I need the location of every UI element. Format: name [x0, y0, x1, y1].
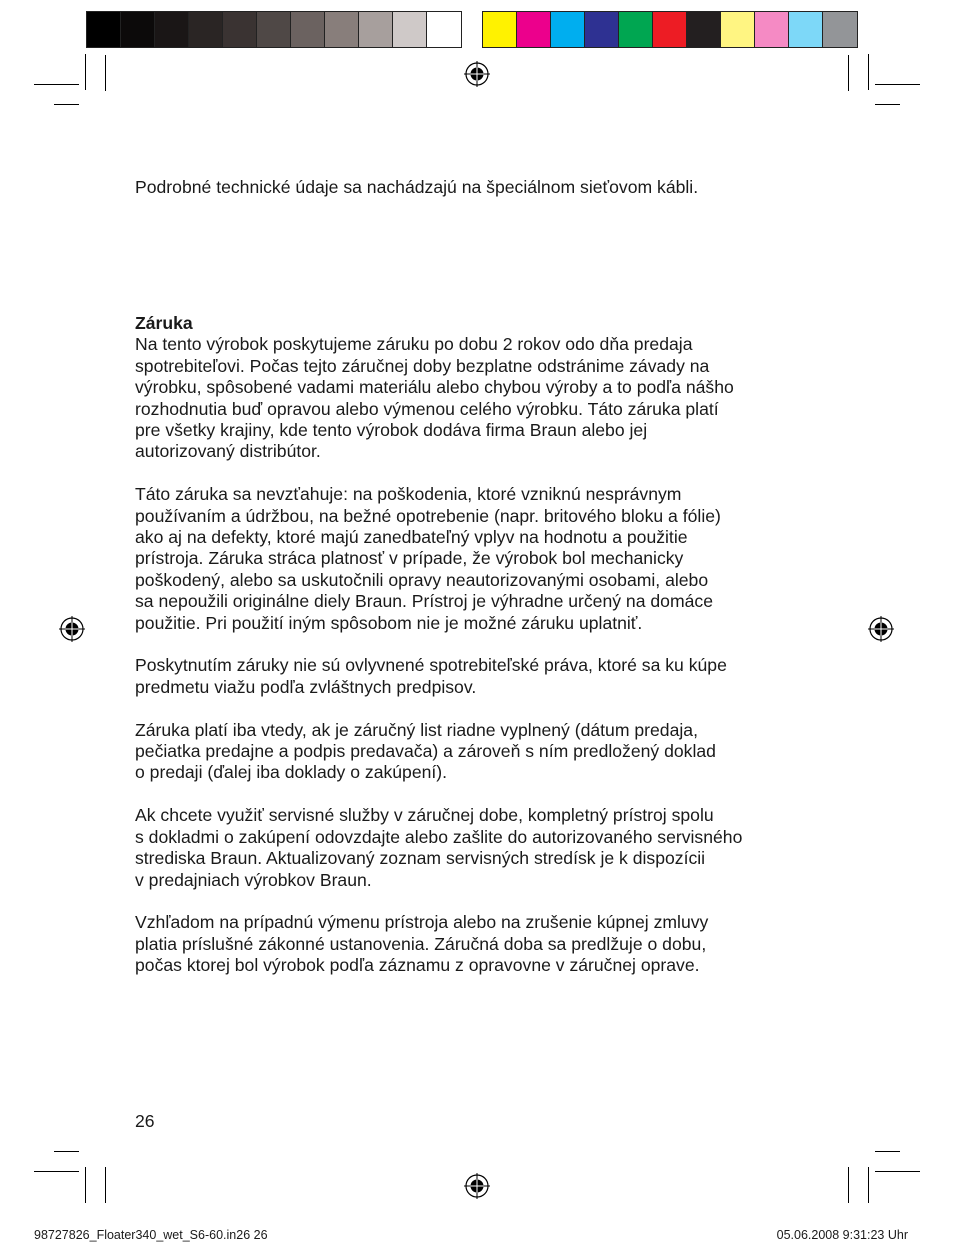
- text-line: v predajniach výrobkov Braun.: [135, 869, 372, 890]
- text-line: Táto záruka sa nevzťahuje: na poškodenia, ktoré vzniknú nesprávnym: [135, 484, 682, 505]
- text-line: Na tento výrobok poskytujeme záruku po dobu 2 rokov odo dňa predaja: [135, 334, 693, 355]
- text-line: použitie. Pri použití iným spôsobom nie je možné záruku uplatniť.: [135, 612, 643, 633]
- spec-note: Podrobné technické údaje sa nachádzajú na špeciálnom sieťovom kábli.: [135, 177, 699, 197]
- color-swatch: [789, 12, 823, 47]
- color-swatch: [155, 12, 189, 47]
- text-line: pre všetky krajiny, kde tento výrobok dodáva firma Braun alebo jej: [135, 420, 648, 441]
- warranty-paragraph: [135, 912, 835, 976]
- text-line: počas ktorej bol výrobok podľa záznamu z opravovne v záručnej oprave.: [135, 955, 700, 976]
- slug-date-time: 05.06.2008 9:31:23 Uhr: [776, 1228, 908, 1242]
- registration-mark-icon: [464, 1173, 490, 1199]
- color-swatch: [619, 12, 653, 47]
- crop-mark: [848, 1167, 849, 1203]
- registration-mark-icon: [59, 616, 85, 642]
- page-number: 26: [135, 1111, 155, 1131]
- slug-file-info: 98727826_Floater340_wet_S6-60.in26 26: [34, 1228, 268, 1242]
- color-swatch: [121, 12, 155, 47]
- text-line: prístroja. Záruka stráca platnosť v prípade, že výrobok bol mechanicky: [135, 548, 684, 569]
- color-swatch: [755, 12, 789, 47]
- color-swatch: [687, 12, 721, 47]
- registration-mark-icon: [868, 616, 894, 642]
- color-swatch: [823, 12, 857, 47]
- crop-mark: [105, 1167, 106, 1203]
- paragraph-gap: [135, 698, 835, 719]
- color-swatch: [87, 12, 121, 47]
- text-line: autorizovaný distribútor.: [135, 441, 321, 462]
- color-swatch: [189, 12, 223, 47]
- color-swatch: [483, 12, 517, 47]
- text-line: strediska Braun. Aktualizovaný zoznam servisných stredísk je k dispozícii: [135, 848, 706, 869]
- color-swatch: [585, 12, 619, 47]
- registration-mark-icon: [464, 61, 490, 87]
- text-line: Vzhľadom na prípadnú výmenu prístroja alebo na zrušenie kúpnej zmluvy: [135, 912, 709, 933]
- text-line: predmetu viažu podľa zvláštnych predpisov.: [135, 676, 477, 697]
- text-line: sa nepoužili originálne diely Braun. Prístroj je výhradne určený na domáce: [135, 591, 713, 612]
- text-line: Záruka platí iba vtedy, ak je záručný list riadne vyplnený (dátum predaja,: [135, 719, 698, 740]
- color-swatch: [223, 12, 257, 47]
- paragraph-gap: [135, 463, 835, 484]
- color-swatch: [653, 12, 687, 47]
- crop-mark: [34, 1171, 79, 1172]
- gray-calibration-bar: [86, 11, 462, 48]
- crop-mark: [85, 1167, 86, 1203]
- crop-mark: [868, 54, 869, 90]
- warranty-paragraph: [135, 805, 835, 891]
- crop-mark: [54, 104, 79, 105]
- warranty-paragraph: [135, 655, 835, 698]
- crop-mark: [875, 84, 920, 85]
- text-line: Ak chcete využiť servisné služby v záručnej dobe, kompletný prístroj spolu: [135, 805, 714, 826]
- crop-mark: [85, 54, 86, 90]
- warranty-body: [135, 334, 835, 976]
- crop-mark: [848, 55, 849, 91]
- color-swatch: [257, 12, 291, 47]
- text-line: platia príslušné zákonné ustanovenia. Záručná doba sa predlžuje o dobu,: [135, 933, 707, 954]
- text-line: rozhodnutia buď opravou alebo výmenou celého výrobku. Táto záruka platí: [135, 398, 719, 419]
- color-swatch: [427, 12, 461, 47]
- warranty-paragraph: [135, 720, 835, 784]
- text-line: pečiatka predajne a podpis predavača) a zároveň s ním predložený doklad: [135, 741, 716, 762]
- text-line: o predaji (ďalej iba doklady o zakúpení).: [135, 762, 448, 783]
- crop-mark: [105, 55, 106, 91]
- text-line: výrobku, spôsobené vadami materiálu alebo chybou výroby a to podľa nášho: [135, 377, 734, 398]
- crop-mark: [54, 1151, 79, 1152]
- color-swatch: [291, 12, 325, 47]
- text-line: ako aj na defekty, ktoré majú zanedbateľný vplyv na hodnotu a použitie: [135, 527, 688, 548]
- crop-mark: [875, 104, 900, 105]
- color-calibration-bar: [482, 11, 858, 48]
- warranty-heading: Záruka: [135, 313, 193, 333]
- color-swatch: [393, 12, 427, 47]
- color-swatch: [517, 12, 551, 47]
- text-line: Poskytnutím záruky nie sú ovlyvnené spotrebiteľské práva, ktoré sa ku kúpe: [135, 655, 727, 676]
- paragraph-gap: [135, 634, 835, 655]
- crop-mark: [875, 1151, 900, 1152]
- text-line: s dokladmi o zakúpení odovzdajte alebo zašlite do autorizovaného servisného: [135, 826, 743, 847]
- color-swatch: [325, 12, 359, 47]
- crop-mark: [868, 1167, 869, 1203]
- warranty-paragraph: [135, 334, 835, 462]
- text-line: spotrebiteľovi. Počas tejto záručnej doby bezplatne odstránime závady na: [135, 355, 710, 376]
- color-swatch: [721, 12, 755, 47]
- text-line: poškodený, alebo sa uskutočnili opravy neautorizovanými osobami, alebo: [135, 569, 709, 590]
- crop-mark: [875, 1171, 920, 1172]
- paragraph-gap: [135, 784, 835, 805]
- warranty-paragraph: [135, 484, 835, 634]
- warranty-section: [135, 313, 835, 977]
- paragraph-gap: [135, 891, 835, 912]
- text-line: používaním a údržbou, na bežné opotrebenie (napr. britového bloku a fólie): [135, 505, 721, 526]
- crop-mark: [34, 84, 79, 85]
- color-swatch: [359, 12, 393, 47]
- color-swatch: [551, 12, 585, 47]
